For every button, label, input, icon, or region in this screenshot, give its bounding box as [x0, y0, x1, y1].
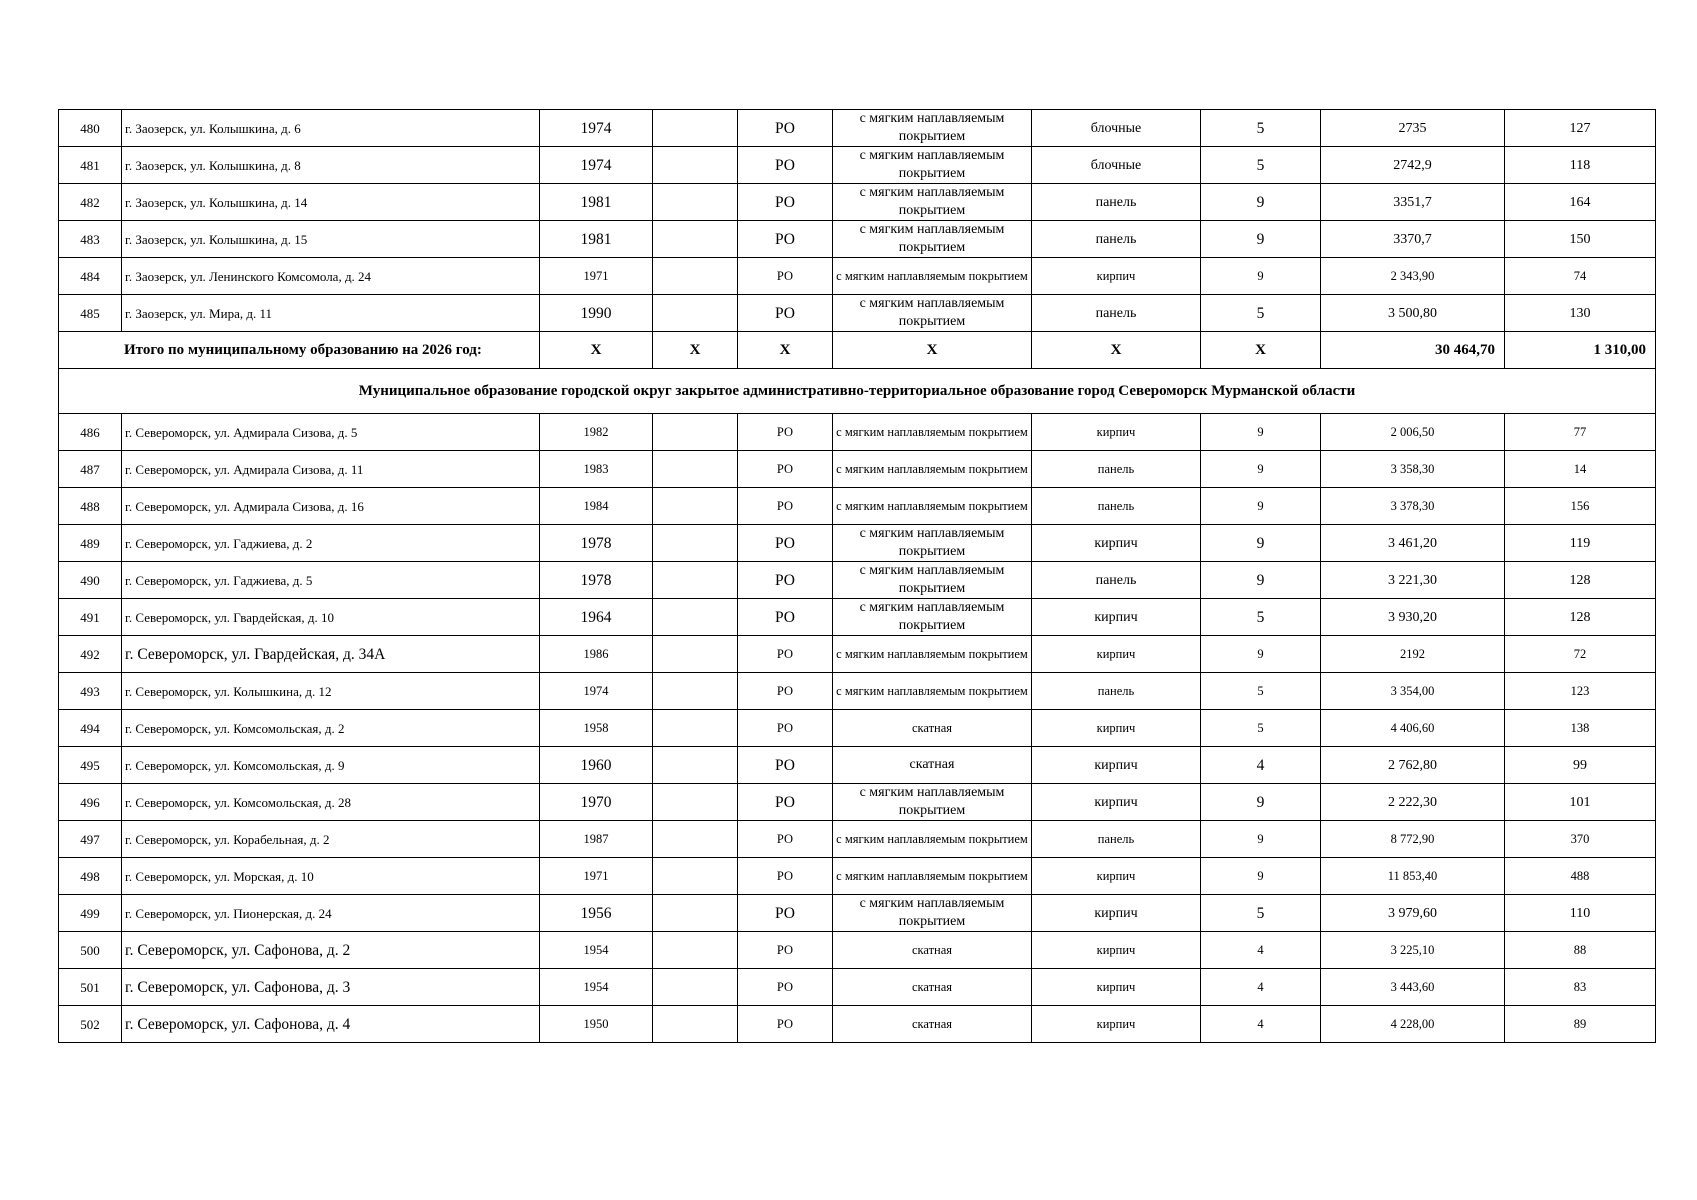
total-residents: 1 310,00 [1505, 332, 1656, 369]
row-wall-material: панель [1032, 488, 1201, 525]
row-residents: 123 [1505, 673, 1656, 710]
row-wall-material: кирпич [1032, 895, 1201, 932]
table-row [59, 858, 1656, 895]
row-floors: 5 [1201, 710, 1321, 747]
row-year: 1960 [540, 747, 653, 784]
row-residents: 138 [1505, 710, 1656, 747]
total-x-year: Х [540, 332, 653, 369]
row-floors: 9 [1201, 784, 1321, 821]
row-fund-type: РО [738, 969, 833, 1006]
row-fund-type: РО [738, 562, 833, 599]
row-roof-type: с мягким наплавляемым покрытием [833, 821, 1032, 858]
table-row [59, 221, 1656, 258]
row-wall-material: панель [1032, 295, 1201, 332]
row-empty-cell [653, 488, 738, 525]
row-fund-type: РО [738, 451, 833, 488]
row-fund-type: РО [738, 110, 833, 147]
table-row [59, 599, 1656, 636]
row-area: 3370,7 [1321, 221, 1505, 258]
table-row [59, 969, 1656, 1006]
section-title: Муниципальное образование городской округ закрытое административно-территориальное образование город Североморск Мурманской области [59, 369, 1656, 414]
table-row [59, 147, 1656, 184]
row-address: г. Североморск, ул. Пионерская, д. 24 [122, 895, 540, 932]
row-residents: 14 [1505, 451, 1656, 488]
row-floors: 4 [1201, 1006, 1321, 1043]
row-empty-cell [653, 562, 738, 599]
row-address: г. Североморск, ул. Адмирала Сизова, д. 5 [122, 414, 540, 451]
row-floors: 9 [1201, 488, 1321, 525]
row-floors: 9 [1201, 414, 1321, 451]
row-year: 1964 [540, 599, 653, 636]
table-row [59, 110, 1656, 147]
row-wall-material: кирпич [1032, 599, 1201, 636]
row-address: г. Заозерск, ул. Колышкина, д. 15 [122, 221, 540, 258]
row-area: 2 006,50 [1321, 414, 1505, 451]
row-address: г. Североморск, ул. Сафонова, д. 2 [122, 932, 540, 969]
row-residents: 89 [1505, 1006, 1656, 1043]
row-empty-cell [653, 895, 738, 932]
row-year: 1971 [540, 858, 653, 895]
row-year: 1954 [540, 969, 653, 1006]
row-empty-cell [653, 525, 738, 562]
row-roof-type: скатная [833, 969, 1032, 1006]
row-year: 1956 [540, 895, 653, 932]
table-row [59, 673, 1656, 710]
table-row [59, 525, 1656, 562]
row-empty-cell [653, 673, 738, 710]
row-address: г. Североморск, ул. Корабельная, д. 2 [122, 821, 540, 858]
row-fund-type: РО [738, 221, 833, 258]
row-address: г. Североморск, ул. Колышкина, д. 12 [122, 673, 540, 710]
row-residents: 72 [1505, 636, 1656, 673]
row-residents: 130 [1505, 295, 1656, 332]
row-roof-type: с мягким наплавляемым покрытием [833, 184, 1032, 221]
row-wall-material: панель [1032, 562, 1201, 599]
row-fund-type: РО [738, 673, 833, 710]
row-address: г. Североморск, ул. Гаджиева, д. 5 [122, 562, 540, 599]
row-fund-type: РО [738, 784, 833, 821]
row-number: 500 [59, 932, 122, 969]
row-wall-material: кирпич [1032, 414, 1201, 451]
row-roof-type: с мягким наплавляемым покрытием [833, 562, 1032, 599]
row-fund-type: РО [738, 599, 833, 636]
table-row [59, 258, 1656, 295]
row-address: г. Североморск, ул. Гвардейская, д. 34А [122, 636, 540, 673]
row-year: 1983 [540, 451, 653, 488]
row-area: 4 228,00 [1321, 1006, 1505, 1043]
row-area: 3 221,30 [1321, 562, 1505, 599]
table-body-zaozersk [59, 110, 1656, 332]
row-area: 2 343,90 [1321, 258, 1505, 295]
row-number: 490 [59, 562, 122, 599]
table-row [59, 636, 1656, 673]
row-year: 1974 [540, 147, 653, 184]
row-wall-material: кирпич [1032, 932, 1201, 969]
row-number: 501 [59, 969, 122, 1006]
row-empty-cell [653, 858, 738, 895]
row-empty-cell [653, 636, 738, 673]
row-wall-material: блочные [1032, 110, 1201, 147]
row-residents: 74 [1505, 258, 1656, 295]
total-x-fund: Х [738, 332, 833, 369]
row-roof-type: с мягким наплавляемым покрытием [833, 110, 1032, 147]
row-address: г. Заозерск, ул. Колышкина, д. 14 [122, 184, 540, 221]
row-empty-cell [653, 451, 738, 488]
row-empty-cell [653, 110, 738, 147]
row-roof-type: с мягким наплавляемым покрытием [833, 673, 1032, 710]
row-residents: 118 [1505, 147, 1656, 184]
row-number: 496 [59, 784, 122, 821]
row-number: 486 [59, 414, 122, 451]
row-number: 488 [59, 488, 122, 525]
row-fund-type: РО [738, 932, 833, 969]
row-year: 1978 [540, 562, 653, 599]
total-x-walls: Х [1032, 332, 1201, 369]
row-year: 1971 [540, 258, 653, 295]
table-row [59, 747, 1656, 784]
row-area: 3 225,10 [1321, 932, 1505, 969]
row-residents: 83 [1505, 969, 1656, 1006]
row-residents: 128 [1505, 562, 1656, 599]
row-floors: 9 [1201, 562, 1321, 599]
total-x-col4: Х [653, 332, 738, 369]
row-residents: 488 [1505, 858, 1656, 895]
row-area: 3 378,30 [1321, 488, 1505, 525]
row-address: г. Североморск, ул. Комсомольская, д. 2 [122, 710, 540, 747]
row-address: г. Североморск, ул. Комсомольская, д. 28 [122, 784, 540, 821]
total-area: 30 464,70 [1321, 332, 1505, 369]
total-x-roof: Х [833, 332, 1032, 369]
row-year: 1970 [540, 784, 653, 821]
table-row [59, 932, 1656, 969]
total-x-floors: Х [1201, 332, 1321, 369]
row-roof-type: с мягким наплавляемым покрытием [833, 451, 1032, 488]
row-wall-material: панель [1032, 451, 1201, 488]
row-year: 1986 [540, 636, 653, 673]
row-empty-cell [653, 258, 738, 295]
row-roof-type: с мягким наплавляемым покрытием [833, 221, 1032, 258]
row-area: 11 853,40 [1321, 858, 1505, 895]
row-residents: 150 [1505, 221, 1656, 258]
housing-table [58, 109, 1656, 1043]
table-row [59, 710, 1656, 747]
row-area: 3 461,20 [1321, 525, 1505, 562]
row-year: 1978 [540, 525, 653, 562]
row-floors: 5 [1201, 895, 1321, 932]
row-address: г. Заозерск, ул. Ленинского Комсомола, д. 24 [122, 258, 540, 295]
row-roof-type: с мягким наплавляемым покрытием [833, 525, 1032, 562]
row-floors: 9 [1201, 821, 1321, 858]
row-empty-cell [653, 221, 738, 258]
row-number: 497 [59, 821, 122, 858]
table-body-severomorsk [59, 414, 1656, 1043]
row-residents: 156 [1505, 488, 1656, 525]
row-area: 3 354,00 [1321, 673, 1505, 710]
row-wall-material: кирпич [1032, 636, 1201, 673]
row-empty-cell [653, 1006, 738, 1043]
row-wall-material: кирпич [1032, 969, 1201, 1006]
total-label: Итого по муниципальному образованию на 2026 год: [59, 332, 540, 369]
row-floors: 4 [1201, 932, 1321, 969]
row-fund-type: РО [738, 895, 833, 932]
row-address: г. Североморск, ул. Гаджиева, д. 2 [122, 525, 540, 562]
row-address: г. Североморск, ул. Сафонова, д. 3 [122, 969, 540, 1006]
row-year: 1954 [540, 932, 653, 969]
row-residents: 77 [1505, 414, 1656, 451]
row-area: 3 358,30 [1321, 451, 1505, 488]
table-row [59, 414, 1656, 451]
row-area: 2735 [1321, 110, 1505, 147]
row-area: 2192 [1321, 636, 1505, 673]
row-roof-type: скатная [833, 1006, 1032, 1043]
row-wall-material: панель [1032, 221, 1201, 258]
document-page [58, 109, 1655, 1043]
row-area: 8 772,90 [1321, 821, 1505, 858]
row-floors: 4 [1201, 747, 1321, 784]
row-year: 1981 [540, 221, 653, 258]
row-roof-type: с мягким наплавляемым покрытием [833, 147, 1032, 184]
row-fund-type: РО [738, 258, 833, 295]
row-address: г. Заозерск, ул. Колышкина, д. 6 [122, 110, 540, 147]
row-floors: 9 [1201, 525, 1321, 562]
total-body [59, 332, 1656, 414]
row-area: 2 222,30 [1321, 784, 1505, 821]
row-wall-material: кирпич [1032, 1006, 1201, 1043]
row-empty-cell [653, 414, 738, 451]
table-row [59, 488, 1656, 525]
row-fund-type: РО [738, 636, 833, 673]
row-number: 483 [59, 221, 122, 258]
table-row [59, 295, 1656, 332]
row-floors: 9 [1201, 858, 1321, 895]
row-fund-type: РО [738, 147, 833, 184]
total-row [59, 332, 1656, 369]
row-fund-type: РО [738, 488, 833, 525]
row-wall-material: кирпич [1032, 710, 1201, 747]
row-address: г. Североморск, ул. Адмирала Сизова, д. 16 [122, 488, 540, 525]
row-empty-cell [653, 932, 738, 969]
row-empty-cell [653, 969, 738, 1006]
row-address: г. Североморск, ул. Сафонова, д. 4 [122, 1006, 540, 1043]
row-fund-type: РО [738, 184, 833, 221]
row-number: 498 [59, 858, 122, 895]
row-floors: 5 [1201, 673, 1321, 710]
row-floors: 5 [1201, 147, 1321, 184]
row-residents: 164 [1505, 184, 1656, 221]
row-floors: 5 [1201, 295, 1321, 332]
row-year: 1981 [540, 184, 653, 221]
row-empty-cell [653, 295, 738, 332]
row-residents: 370 [1505, 821, 1656, 858]
row-roof-type: скатная [833, 932, 1032, 969]
row-empty-cell [653, 710, 738, 747]
row-area: 3 500,80 [1321, 295, 1505, 332]
row-empty-cell [653, 747, 738, 784]
section-header-row [59, 369, 1656, 414]
row-number: 502 [59, 1006, 122, 1043]
row-residents: 101 [1505, 784, 1656, 821]
row-empty-cell [653, 821, 738, 858]
row-area: 3 979,60 [1321, 895, 1505, 932]
row-empty-cell [653, 147, 738, 184]
table-row [59, 451, 1656, 488]
row-floors: 9 [1201, 258, 1321, 295]
row-fund-type: РО [738, 821, 833, 858]
row-roof-type: с мягким наплавляемым покрытием [833, 895, 1032, 932]
row-year: 1974 [540, 673, 653, 710]
table-row [59, 562, 1656, 599]
row-residents: 110 [1505, 895, 1656, 932]
row-number: 485 [59, 295, 122, 332]
row-number: 484 [59, 258, 122, 295]
row-wall-material: кирпич [1032, 858, 1201, 895]
row-roof-type: с мягким наплавляемым покрытием [833, 258, 1032, 295]
row-floors: 5 [1201, 110, 1321, 147]
row-residents: 127 [1505, 110, 1656, 147]
row-roof-type: скатная [833, 747, 1032, 784]
row-address: г. Североморск, ул. Гвардейская, д. 10 [122, 599, 540, 636]
row-fund-type: РО [738, 858, 833, 895]
table-row [59, 184, 1656, 221]
row-wall-material: кирпич [1032, 784, 1201, 821]
row-area: 3 443,60 [1321, 969, 1505, 1006]
row-number: 494 [59, 710, 122, 747]
row-number: 481 [59, 147, 122, 184]
row-year: 1982 [540, 414, 653, 451]
row-floors: 9 [1201, 451, 1321, 488]
row-roof-type: с мягким наплавляемым покрытием [833, 414, 1032, 451]
row-wall-material: панель [1032, 673, 1201, 710]
row-fund-type: РО [738, 295, 833, 332]
row-number: 489 [59, 525, 122, 562]
table-row [59, 784, 1656, 821]
row-fund-type: РО [738, 747, 833, 784]
table-row [59, 821, 1656, 858]
row-year: 1984 [540, 488, 653, 525]
row-wall-material: кирпич [1032, 258, 1201, 295]
row-year: 1990 [540, 295, 653, 332]
row-floors: 9 [1201, 636, 1321, 673]
row-roof-type: с мягким наплавляемым покрытием [833, 599, 1032, 636]
row-empty-cell [653, 184, 738, 221]
row-number: 493 [59, 673, 122, 710]
row-year: 1958 [540, 710, 653, 747]
row-wall-material: панель [1032, 184, 1201, 221]
row-year: 1950 [540, 1006, 653, 1043]
row-fund-type: РО [738, 414, 833, 451]
row-wall-material: кирпич [1032, 747, 1201, 784]
row-residents: 119 [1505, 525, 1656, 562]
row-address: г. Североморск, ул. Морская, д. 10 [122, 858, 540, 895]
row-floors: 9 [1201, 221, 1321, 258]
row-roof-type: с мягким наплавляемым покрытием [833, 488, 1032, 525]
row-area: 2742,9 [1321, 147, 1505, 184]
row-number: 499 [59, 895, 122, 932]
row-year: 1987 [540, 821, 653, 858]
row-address: г. Заозерск, ул. Колышкина, д. 8 [122, 147, 540, 184]
row-area: 4 406,60 [1321, 710, 1505, 747]
row-number: 495 [59, 747, 122, 784]
table-row [59, 895, 1656, 932]
row-area: 3351,7 [1321, 184, 1505, 221]
row-empty-cell [653, 599, 738, 636]
row-wall-material: блочные [1032, 147, 1201, 184]
row-number: 491 [59, 599, 122, 636]
row-floors: 5 [1201, 599, 1321, 636]
row-number: 492 [59, 636, 122, 673]
row-floors: 9 [1201, 184, 1321, 221]
row-roof-type: с мягким наплавляемым покрытием [833, 858, 1032, 895]
row-number: 487 [59, 451, 122, 488]
row-roof-type: с мягким наплавляемым покрытием [833, 636, 1032, 673]
row-floors: 4 [1201, 969, 1321, 1006]
row-address: г. Североморск, ул. Комсомольская, д. 9 [122, 747, 540, 784]
row-fund-type: РО [738, 1006, 833, 1043]
row-wall-material: кирпич [1032, 525, 1201, 562]
row-roof-type: с мягким наплавляемым покрытием [833, 295, 1032, 332]
row-residents: 99 [1505, 747, 1656, 784]
row-area: 2 762,80 [1321, 747, 1505, 784]
row-roof-type: скатная [833, 710, 1032, 747]
table-row [59, 1006, 1656, 1043]
row-wall-material: панель [1032, 821, 1201, 858]
row-fund-type: РО [738, 525, 833, 562]
row-address: г. Заозерск, ул. Мира, д. 11 [122, 295, 540, 332]
row-number: 480 [59, 110, 122, 147]
row-residents: 88 [1505, 932, 1656, 969]
row-area: 3 930,20 [1321, 599, 1505, 636]
row-number: 482 [59, 184, 122, 221]
row-year: 1974 [540, 110, 653, 147]
row-empty-cell [653, 784, 738, 821]
row-roof-type: с мягким наплавляемым покрытием [833, 784, 1032, 821]
row-fund-type: РО [738, 710, 833, 747]
row-residents: 128 [1505, 599, 1656, 636]
row-address: г. Североморск, ул. Адмирала Сизова, д. 11 [122, 451, 540, 488]
